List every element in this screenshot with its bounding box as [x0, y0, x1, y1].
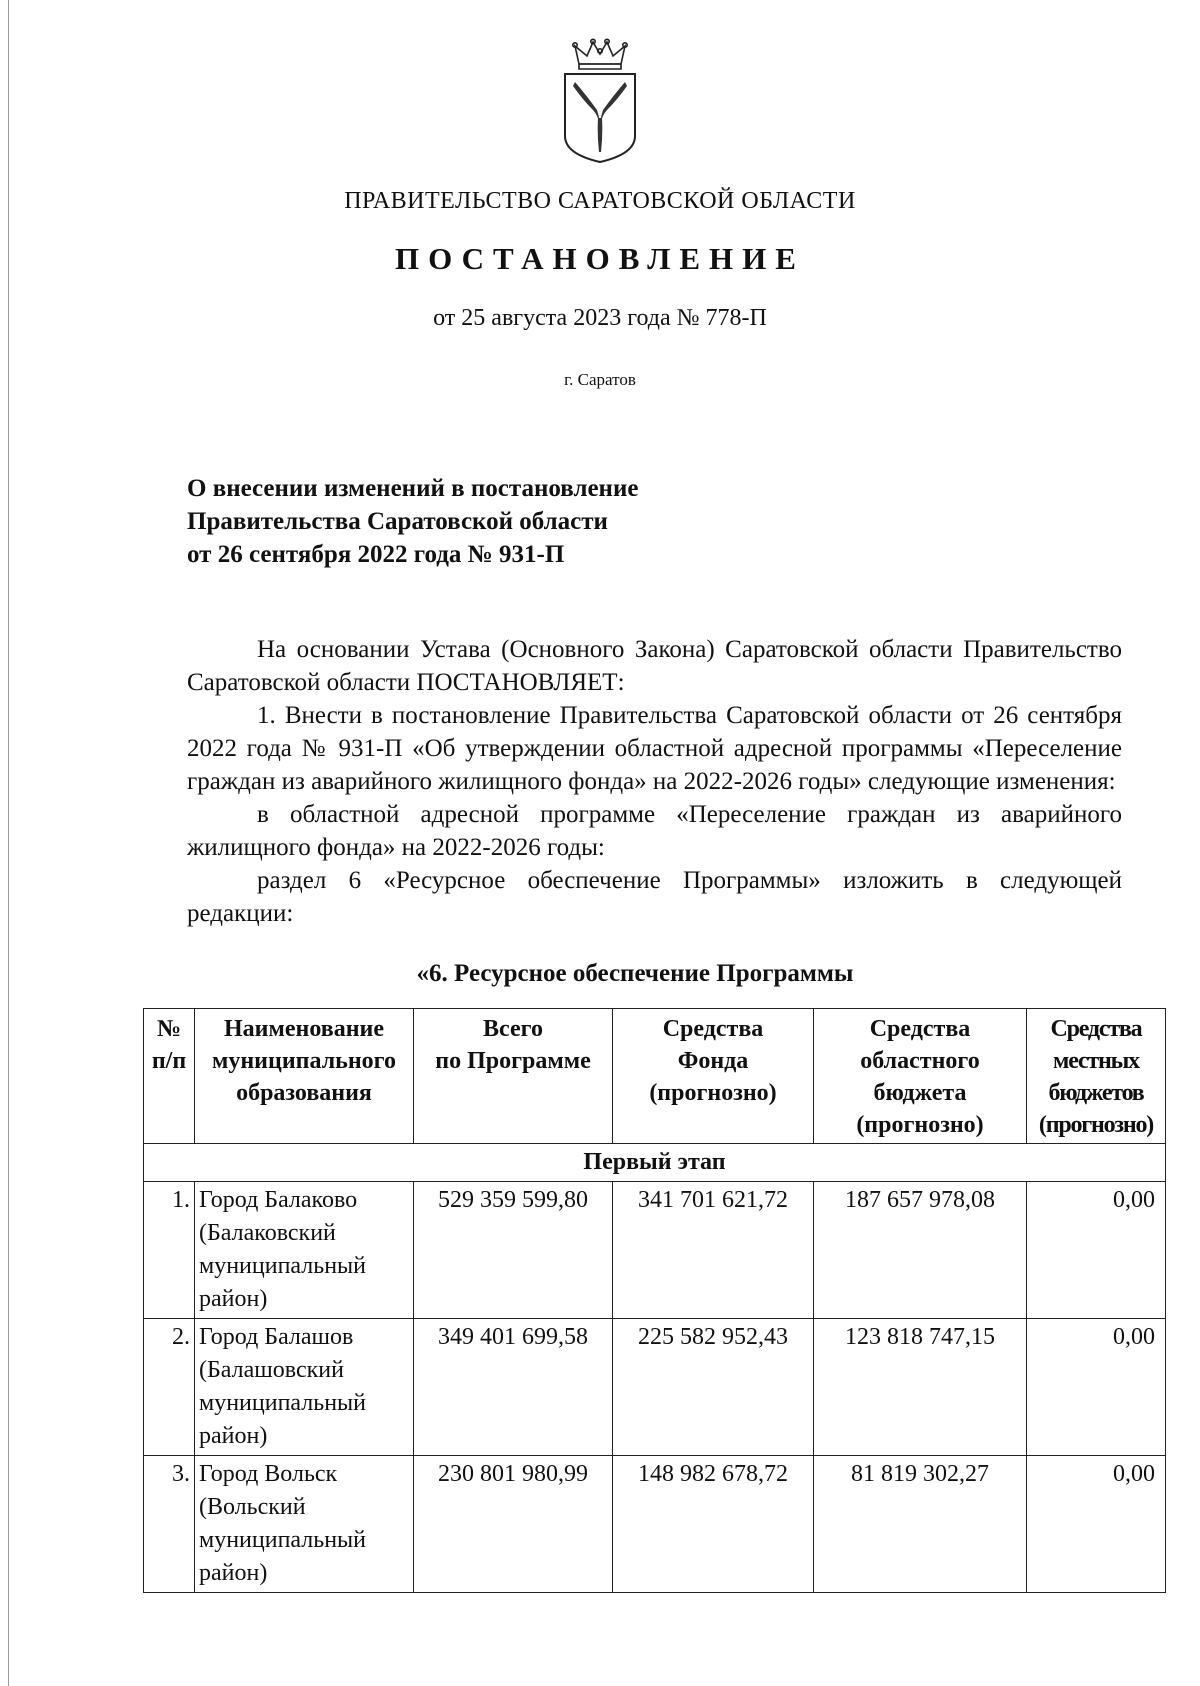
local-amount: 0,00 — [1027, 1456, 1166, 1593]
header-regional: Средства областного бюджета (прогнозно) — [814, 1009, 1027, 1144]
stage-label: Первый этап — [144, 1144, 1166, 1182]
row-number: 1. — [144, 1182, 195, 1319]
total-amount: 349 401 699,58 — [414, 1319, 613, 1456]
local-amount: 0,00 — [1027, 1182, 1166, 1319]
table-row — [144, 1319, 1166, 1456]
total-amount: 529 359 599,80 — [414, 1182, 613, 1319]
header-total: Всего по Программе — [414, 1009, 613, 1144]
row-number: 3. — [144, 1456, 195, 1593]
regional-amount: 187 657 978,08 — [814, 1182, 1027, 1319]
saratov-coat-of-arms-icon — [557, 38, 643, 164]
municipality-name: Город Балаково (Балаковский муниципальный район) — [195, 1182, 414, 1319]
fund-amount: 225 582 952,43 — [613, 1319, 814, 1456]
regional-amount: 81 819 302,27 — [814, 1456, 1027, 1593]
body-paragraph: в областной адресной программе «Переселение граждан из аварийного жилищного фонда» на 2022-2026 годы: — [187, 801, 1122, 861]
fund-amount: 148 982 678,72 — [613, 1456, 814, 1593]
body-paragraph: 1. Внести в постановление Правительства Саратовской области от 26 сентября 2022 года № 931-П «Об утверждении областной адресной программы «Переселение граждан из аварийного жилищного фонда» на 2022-2026 годы» следующие изменения: — [187, 702, 1122, 795]
subject-line: Правительства Саратовской области — [187, 508, 608, 535]
total-amount: 230 801 980,99 — [414, 1456, 613, 1593]
subject-line: от 26 сентября 2022 года № 931-П — [187, 541, 565, 568]
municipality-name: Город Вольск (Вольский муниципальный район) — [195, 1456, 414, 1593]
header-fund: Средства Фонда (прогнозно) — [613, 1009, 814, 1144]
document-date-number: от 25 августа 2023 года № 778-П — [433, 305, 767, 331]
fund-amount: 341 701 621,72 — [613, 1182, 814, 1319]
regional-amount: 123 818 747,15 — [814, 1319, 1027, 1456]
section-title: «6. Ресурсное обеспечение Программы — [416, 960, 854, 987]
document-city: г. Саратов — [564, 370, 636, 389]
subject-line: О внесении изменений в постановление — [187, 475, 639, 502]
local-amount: 0,00 — [1027, 1319, 1166, 1456]
table-row — [144, 1456, 1166, 1593]
table-row — [144, 1182, 1166, 1319]
table-stage-row — [144, 1144, 1166, 1182]
municipality-name: Город Балашов (Балашовский муниципальный район) — [195, 1319, 414, 1456]
table-header-row — [144, 1009, 1166, 1144]
body-paragraph: На основании Устава (Основного Закона) Саратовской области Правительство Саратовской области ПОСТАНОВЛЯЕТ: — [187, 636, 1122, 696]
document-type-title: ПОСТАНОВЛЕНИЕ — [395, 241, 805, 276]
header-num: № п/п — [144, 1009, 195, 1144]
document-body — [187, 633, 1122, 930]
header-name: Наименование муниципального образования — [195, 1009, 414, 1144]
resource-table — [143, 1008, 1166, 1593]
body-paragraph: раздел 6 «Ресурсное обеспечение Программы» изложить в следующей редакции: — [187, 867, 1122, 927]
header-local: Средства местных бюджетов (прогнозно) — [1027, 1009, 1166, 1144]
row-number: 2. — [144, 1319, 195, 1456]
document-subject — [187, 472, 887, 571]
government-name: ПРАВИТЕЛЬСТВО САРАТОВСКОЙ ОБЛАСТИ — [344, 188, 856, 214]
